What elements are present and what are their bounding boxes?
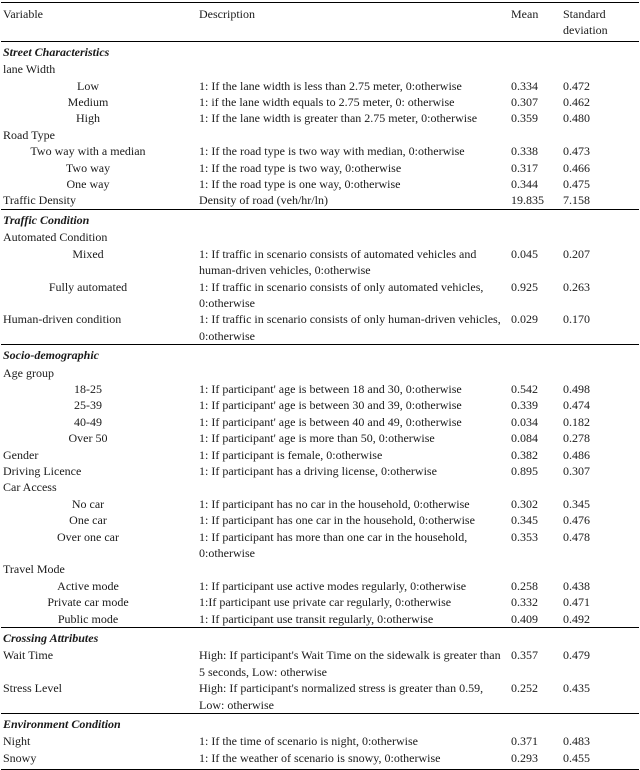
variable-label <box>1 365 197 381</box>
variable-label-text: Private car mode <box>47 595 129 610</box>
std-value <box>561 127 639 143</box>
description-text: High: If participant's normalized stress is greater than 0.59, Low: otherwise <box>199 681 484 712</box>
description-text: 1: If the time of scenario is night, 0:otherwise <box>199 734 418 749</box>
table-row <box>1 496 639 512</box>
variable-label <box>1 561 197 577</box>
description-text: 1: If traffic in scenario consists of only automated vehicles, 0:otherwise <box>199 279 484 310</box>
variable-label <box>1 430 197 446</box>
mean-value <box>509 127 561 143</box>
variable-label-text: Medium <box>67 95 109 110</box>
variable-label-text: Wait Time <box>3 648 54 663</box>
section-title: Crossing Attributes <box>1 628 639 648</box>
table-row <box>1 381 639 397</box>
table-row <box>1 78 639 94</box>
mean-value: 0.034 <box>511 414 538 429</box>
variable-label-text: Car Access <box>3 480 57 495</box>
table-row <box>1 61 639 77</box>
std-value: 0.466 <box>563 160 590 175</box>
variable-label <box>1 246 197 279</box>
variable-label <box>1 479 197 495</box>
std-value: 0.455 <box>561 750 639 770</box>
variable-label-text: lane Width <box>3 62 56 77</box>
std-value: 7.158 <box>563 193 590 208</box>
table-row <box>1 127 639 143</box>
mean-value: 0.345 <box>511 513 538 528</box>
description-text: 1: If traffic in scenario consists of only human-driven vehicles, 0:otherwise <box>199 312 501 343</box>
variable-label-text: Gender <box>3 447 39 462</box>
description-text: 1: If participant use transit regularly, 0:otherwise <box>199 611 434 626</box>
table-row <box>1 414 639 430</box>
mean-value: 0.357 <box>511 648 538 663</box>
table-row <box>1 430 639 446</box>
description-text: 1: If participant use active modes regularly, 0:otherwise <box>199 578 467 593</box>
table-row <box>1 311 639 344</box>
table-row <box>1 176 639 192</box>
variable-label <box>1 414 197 430</box>
variable-label-text: Driving Licence <box>3 463 82 478</box>
table-row <box>1 529 639 562</box>
mean-value: 0.332 <box>511 595 538 610</box>
variable-label <box>1 594 197 610</box>
variable-label-text: Stress Level <box>3 681 62 696</box>
description-text <box>197 561 509 577</box>
mean-value: 0.252 <box>511 681 538 696</box>
variable-label-text: Snowy <box>3 750 37 765</box>
section-row <box>1 209 639 229</box>
description-text: 1: if the lane width equals to 2.75 meter, 0: otherwise <box>199 95 455 110</box>
std-value <box>561 229 639 245</box>
description-text: 1: If participant has no car in the household, 0:otherwise <box>199 496 470 511</box>
mean-value: 0.895 <box>511 463 538 478</box>
section-title: Socio-demographic <box>1 345 639 365</box>
variable-label-text: Automated Condition <box>3 230 108 245</box>
description-text: 1: If participant has a driving license, 0:otherwise <box>199 463 437 478</box>
description-text: 1: If participant' age is between 40 and 49, 0:otherwise <box>199 414 462 429</box>
table-row <box>1 578 639 594</box>
description-text <box>197 61 509 77</box>
table-row <box>1 611 639 628</box>
description-text <box>197 479 509 495</box>
table-row <box>1 229 639 245</box>
table-row <box>1 594 639 610</box>
table-row <box>1 279 639 312</box>
mean-value: 0.344 <box>511 177 538 192</box>
section-row <box>1 628 639 648</box>
variable-label-text: Age group <box>3 365 54 380</box>
variable-label <box>1 176 197 192</box>
variable-label-text: Mixed <box>72 246 104 261</box>
variable-label-text: Over 50 <box>68 431 108 446</box>
variable-label <box>1 512 197 528</box>
table-row <box>1 94 639 110</box>
variable-label <box>1 680 197 713</box>
header-standard-deviation: Standard deviation <box>561 3 639 42</box>
description-text: High: If participant's Wait Time on the sidewalk is greater than 5 seconds, Low: otherwise <box>199 648 501 679</box>
mean-value: 0.339 <box>511 398 538 413</box>
std-value <box>561 61 639 77</box>
table-row <box>1 192 639 209</box>
mean-value <box>509 229 561 245</box>
table-row <box>1 479 639 495</box>
variable-label-text: 40-49 <box>74 414 102 429</box>
mean-value: 0.359 <box>511 111 538 126</box>
variable-label <box>1 529 197 562</box>
mean-value: 0.382 <box>511 447 538 462</box>
std-value: 0.263 <box>563 279 590 294</box>
table-row <box>1 647 639 680</box>
variable-label <box>1 160 197 176</box>
variable-label <box>1 279 197 312</box>
mean-value: 0.302 <box>511 496 538 511</box>
header-variable: Variable <box>1 3 197 42</box>
description-text <box>197 365 509 381</box>
section-title: Traffic Condition <box>1 209 639 229</box>
variable-label <box>1 381 197 397</box>
std-value: 0.476 <box>563 513 590 528</box>
table-row <box>1 733 639 749</box>
std-value: 0.479 <box>563 648 590 663</box>
variable-label <box>1 463 197 479</box>
variable-label <box>1 110 197 126</box>
description-text: 1:If participant use private car regularly, 0:otherwise <box>199 595 452 610</box>
variable-label-text: Traffic Density <box>3 193 76 208</box>
header-description: Description <box>197 3 509 42</box>
std-value: 0.278 <box>563 431 590 446</box>
variable-label-text: Low <box>77 78 99 93</box>
std-value: 0.435 <box>563 681 590 696</box>
std-value: 0.471 <box>563 595 590 610</box>
mean-value: 0.925 <box>511 279 538 294</box>
std-value: 0.207 <box>563 246 590 261</box>
table-row <box>1 160 639 176</box>
variable-label-text: Travel Mode <box>3 562 65 577</box>
table-row <box>1 512 639 528</box>
variable-label <box>1 447 197 463</box>
mean-value: 0.084 <box>511 431 538 446</box>
variable-label-text: 18-25 <box>74 381 102 396</box>
mean-value <box>509 479 561 495</box>
std-value: 0.480 <box>563 111 590 126</box>
variable-label <box>1 94 197 110</box>
std-value: 0.474 <box>563 398 590 413</box>
mean-value <box>509 365 561 381</box>
section-title: Street Characteristics <box>1 41 639 61</box>
std-value <box>561 365 639 381</box>
description-text: 1: If the road type is two way, 0:otherwise <box>199 160 402 175</box>
description-text: 1: If traffic in scenario consists of automated vehicles and human-driven vehicles, 0:otherwise <box>199 246 477 278</box>
variable-label <box>1 229 197 245</box>
table-row <box>1 246 639 279</box>
std-value <box>561 561 639 577</box>
variable-label <box>1 578 197 594</box>
section-title: Environment Condition <box>1 714 639 734</box>
variable-label-text: Night <box>3 734 31 749</box>
table-row <box>1 365 639 381</box>
header-row <box>1 3 639 42</box>
std-value: 0.486 <box>563 447 590 462</box>
mean-value: 0.258 <box>511 578 538 593</box>
variable-label-text: One way <box>66 177 110 192</box>
table-row <box>1 110 639 126</box>
variable-label <box>1 611 197 628</box>
description-text: 1: If participant has one car in the household, 0:otherwise <box>199 513 475 528</box>
description-text: 1: If participant' age is more than 50, 0:otherwise <box>199 431 435 446</box>
std-value: 0.475 <box>563 177 590 192</box>
mean-value: 0.045 <box>511 246 538 261</box>
section-row <box>1 714 639 734</box>
table-row <box>1 561 639 577</box>
variable-label <box>1 127 197 143</box>
variable-label-text: Over one car <box>57 529 119 544</box>
std-value: 0.345 <box>563 496 590 511</box>
mean-value: 0.542 <box>511 381 538 396</box>
description-text: 1: If participant' age is between 30 and 39, 0:otherwise <box>199 398 462 413</box>
std-value: 0.498 <box>563 381 590 396</box>
variable-label <box>1 61 197 77</box>
variable-label <box>1 397 197 413</box>
description-text <box>197 127 509 143</box>
variable-label <box>1 192 197 209</box>
variable-label <box>1 311 197 344</box>
variable-label-text: Human-driven condition <box>3 312 122 327</box>
description-text: 1: If the road type is one way, 0:otherwise <box>199 177 401 192</box>
mean-value: 0.317 <box>511 160 538 175</box>
description-text: 1: If participant has more than one car in the household, 0:otherwise <box>199 529 468 560</box>
header-mean: Mean <box>509 3 561 42</box>
variables-summary-table <box>1 2 639 770</box>
table-body <box>1 41 639 769</box>
variable-label-text: 25-39 <box>74 398 102 413</box>
variable-label-text: High <box>76 111 100 126</box>
variable-label-text: One car <box>69 513 107 528</box>
description-text: 1: If the weather of scenario is snowy, 0:otherwise <box>197 750 509 770</box>
variable-label-text: Two way <box>65 160 111 175</box>
variable-label-text: Public mode <box>57 611 119 626</box>
variable-label-text: Active mode <box>57 578 119 593</box>
description-text: 1: If the lane width is greater than 2.75 meter, 0:otherwise <box>199 111 478 126</box>
variable-label-text: Road Type <box>3 127 55 142</box>
std-value: 0.492 <box>563 611 590 626</box>
mean-value: 0.293 <box>509 750 561 770</box>
mean-value: 0.334 <box>511 78 538 93</box>
std-value: 0.182 <box>563 414 590 429</box>
std-value: 0.483 <box>563 734 590 749</box>
description-text <box>197 229 509 245</box>
mean-value <box>509 61 561 77</box>
mean-value: 0.371 <box>511 734 538 749</box>
mean-value: 0.307 <box>511 95 538 110</box>
variable-label <box>1 647 197 680</box>
variable-label-text: Two way with a median <box>30 144 146 159</box>
table-row <box>1 447 639 463</box>
description-text: 1: If participant is female, 0:otherwise <box>199 447 383 462</box>
variable-label <box>1 143 197 159</box>
variable-label <box>1 78 197 94</box>
variable-label <box>1 733 197 749</box>
variable-label-text: Fully automated <box>48 279 128 294</box>
std-value: 0.473 <box>563 144 590 159</box>
description-text: 1: If participant' age is between 18 and 30, 0:otherwise <box>199 381 462 396</box>
table-row <box>1 680 639 713</box>
table-row <box>1 397 639 413</box>
variable-label <box>1 496 197 512</box>
variable-label-text: No car <box>71 496 105 511</box>
std-value: 0.438 <box>563 578 590 593</box>
mean-value: 0.029 <box>511 312 538 327</box>
std-value: 0.462 <box>563 95 590 110</box>
description-text: 1: If the road type is two way with median, 0:otherwise <box>199 144 465 159</box>
std-value: 0.307 <box>563 463 590 478</box>
std-value <box>561 479 639 495</box>
table-row <box>1 143 639 159</box>
mean-value <box>509 561 561 577</box>
std-value: 0.478 <box>563 529 590 544</box>
description-text: Density of road (veh/hr/ln) <box>199 193 328 208</box>
mean-value: 19.835 <box>511 193 544 208</box>
section-row <box>1 345 639 365</box>
std-value: 0.472 <box>563 78 590 93</box>
description-text: 1: If the lane width is less than 2.75 meter, 0:otherwise <box>199 78 462 93</box>
mean-value: 0.338 <box>511 144 538 159</box>
std-value: 0.170 <box>563 312 590 327</box>
mean-value: 0.353 <box>511 529 538 544</box>
section-row <box>1 41 639 61</box>
table-row <box>1 463 639 479</box>
mean-value: 0.409 <box>511 611 538 626</box>
table-header <box>1 3 639 42</box>
